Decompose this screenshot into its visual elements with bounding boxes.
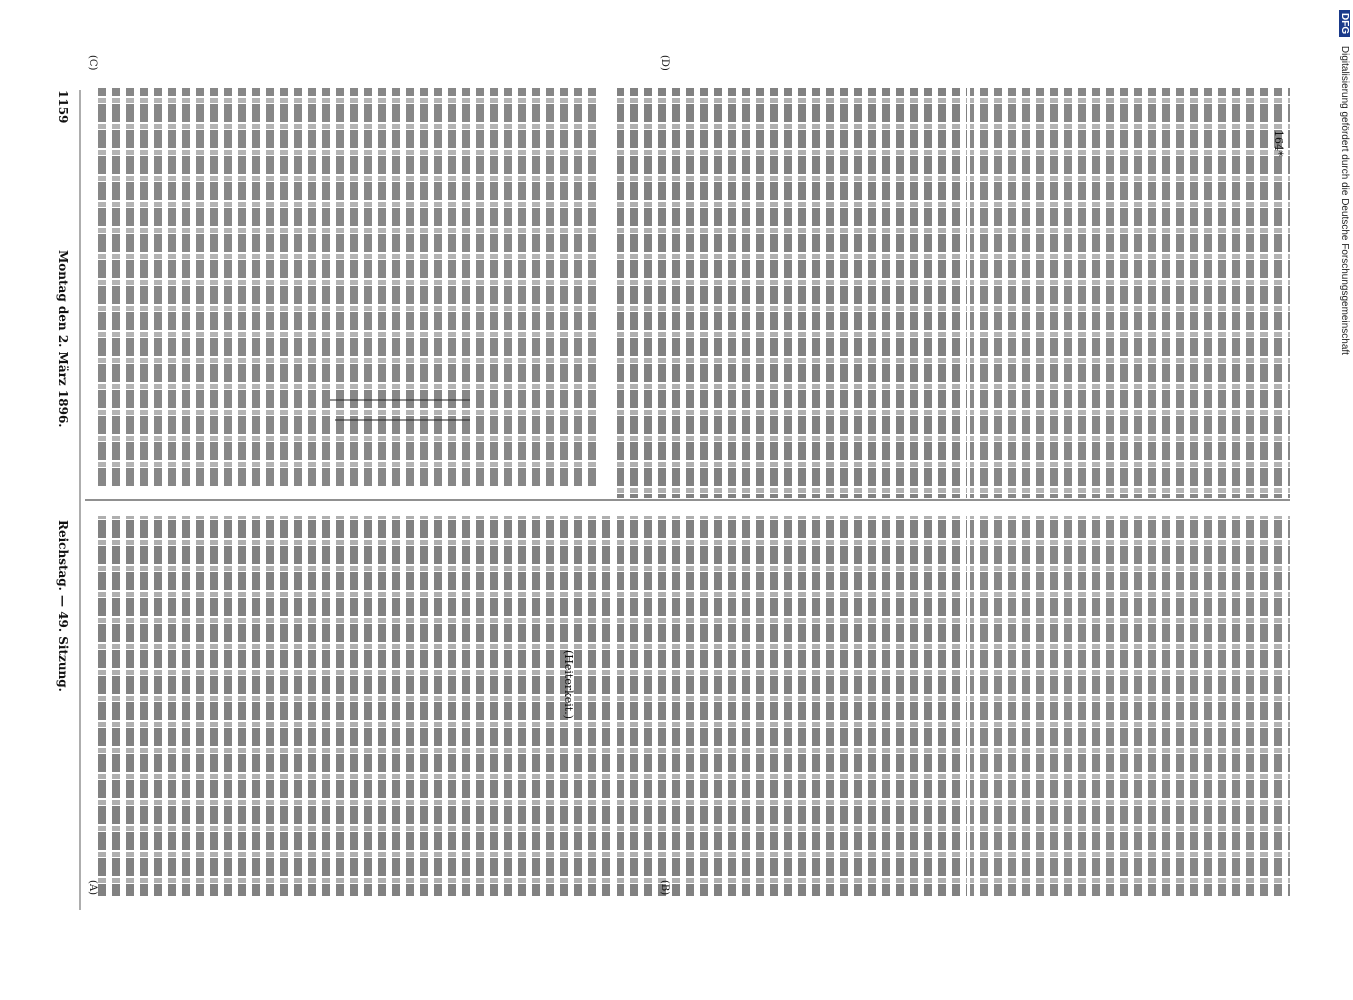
attribution-sidebar [1328,10,1352,990]
text-column-lower-right [617,88,967,498]
text-column-far-left [970,516,1290,896]
margin-mark-c: (C) [87,55,98,71]
margin-mark-b: (B) [659,880,670,896]
page-header-title: Reichstag. — 49. Sitzung. [56,520,70,692]
text-column-far-right [970,88,1290,498]
text-column-left [96,516,616,896]
page-footer-mark: 164* [1272,130,1285,157]
dfg-logo: DFG [1339,10,1350,37]
text-column-lower-left [617,516,967,896]
page-number: 1159 [56,90,70,124]
applause-note: (Heiterkeit.) [562,650,575,720]
margin-mark-a: (A) [87,880,98,896]
text-column-right [96,88,601,488]
margin-mark-d: (D) [659,55,670,71]
page-header-date: Montag den 2. März 1896. [56,250,70,428]
attribution-text: Digitalisierung gefördert durch die Deutsche Forschungsgemeinschaft [1339,45,1350,355]
